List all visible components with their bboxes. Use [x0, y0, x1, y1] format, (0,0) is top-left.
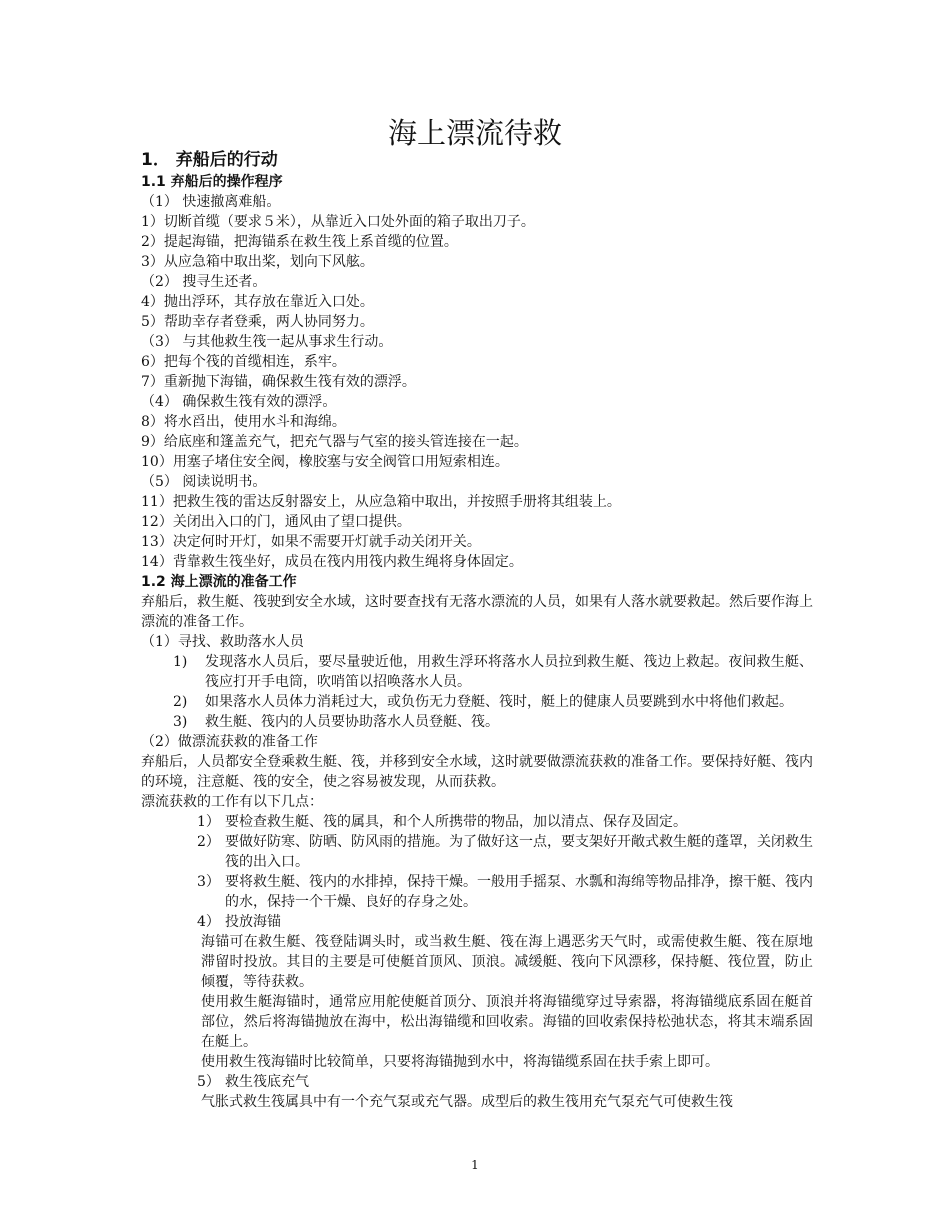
procedure-line: 3）从应急箱中取出桨，划向下风舷。 [141, 254, 374, 270]
list-number: 3) [173, 714, 188, 730]
list-text: 要做好防寒、防晒、防风雨的措施。为了做好这一点，要支架好开敞式救生艇的蓬罩，关闭救生筏的出入口。 [225, 834, 813, 870]
list-item [141, 872, 813, 912]
body-line: 漂流获救的工作有以下几点： [141, 794, 323, 810]
procedure-line: 12）关闭出入口的门，通风由了望口提供。 [141, 514, 411, 530]
body-paragraph: 弃船后，人员都安全登乘救生艇、筏，并移到安全水域，这时就要做漂流获救的准备工作。要保持好艇、筏内的环境，注意艇、筏的安全，使之容易被发现，从而获救。 [141, 754, 813, 790]
subsection-heading: 1.2 海上漂流的准备工作 [141, 574, 297, 590]
list-text: 如果落水人员体力消耗过大，或负伤无力登艇、筏时，艇上的健康人员要跳到水中将他们救起。 [205, 694, 793, 710]
list-text: 救生筏底充气 [225, 1074, 309, 1090]
procedure-line: （1） 快速撤离难船。 [141, 194, 281, 210]
section-heading: 1． 弃船后的行动 [141, 150, 278, 170]
procedure-line: 2）提起海锚，把海锚系在救生筏上系首缆的位置。 [141, 234, 458, 250]
document-body [141, 149, 813, 1112]
list-item [141, 1072, 813, 1092]
list-item [141, 912, 813, 932]
list-number: 4） [197, 914, 220, 930]
procedure-line: 7）重新抛下海锚，确保救生筏有效的漂浮。 [141, 374, 416, 390]
list-item [141, 832, 813, 872]
procedure-line: 11）把救生筏的雷达反射器安上，从应急箱中取出，并按照手册将其组装上。 [141, 494, 621, 510]
list-text: 救生艇、筏内的人员要协助落水人员登艇、筏。 [205, 714, 499, 730]
list-number: 2) [173, 694, 188, 710]
body-paragraph: 使用救生艇海锚时，通常应用舵使艇首顶分、顶浪并将海锚缆穿过导索器，将海锚缆底系固在艇首部位，然后将海锚抛放在海中，松出海锚缆和回收索。海锚的回收索保持松弛状态，将其末端系固在艇上。 [201, 994, 813, 1050]
list-item [141, 812, 813, 832]
procedure-line: 1）切断首缆（要求５米），从靠近入口处外面的箱子取出刀子。 [141, 214, 535, 230]
procedure-line: 6）把每个筏的首缆相连，系牢。 [141, 354, 346, 370]
page-title: 海上漂流待救 [387, 116, 562, 150]
list-text: 要将救生艇、筏内的水排掉，保持干燥。一般用手摇泵、水瓢和海绵等物品排净，擦干艇、筏内的水，保持一个干燥、良好的存身之处。 [225, 874, 813, 910]
list-number: 1） [197, 814, 220, 830]
procedure-line: （5） 阅读说明书。 [141, 474, 267, 490]
list-number: 1) [173, 654, 188, 670]
procedure-line: （3） 与其他救生筏一起从事求生行动。 [141, 334, 393, 350]
procedure-list [141, 192, 813, 572]
list-text: 投放海锚 [225, 914, 281, 930]
item-heading: （2）做漂流获救的准备工作 [141, 734, 318, 750]
body-paragraph: 弃船后，救生艇、筏驶到安全水域，这时要查找有无落水漂流的人员，如果有人落水就要救起。然后要作海上漂流的准备工作。 [141, 594, 813, 630]
list-item [141, 692, 813, 712]
list-number: 2） [197, 834, 220, 850]
body-paragraph: 海锚可在救生艇、筏登陆调头时，或当救生艇、筏在海上遇恶劣天气时，或需使救生艇、筏在原地滞留时投放。其目的主要是可使艇首顶风、顶浪。减缓艇、筏向下风漂移，保持艇、筏位置，防止倾覆，等待获救。 [201, 934, 813, 990]
procedure-line: 14）背靠救生筏坐好，成员在筏内用筏内救生绳将身体固定。 [141, 554, 523, 570]
procedure-line: 4）抛出浮环，其存放在靠近入口处。 [141, 294, 374, 310]
procedure-line: （2） 搜寻生还者。 [141, 274, 267, 290]
procedure-line: 10）用塞子堵住安全阀，橡胶塞与安全阀管口用短索相连。 [141, 454, 509, 470]
item-heading: （1）寻找、救助落水人员 [141, 634, 304, 650]
list-text: 要检查救生艇、筏的属具，和个人所携带的物品，加以清点、保存及固定。 [225, 814, 687, 830]
procedure-line: 9）给底座和篷盖充气，把充气器与气室的接头管连接在一起。 [141, 434, 528, 450]
body-paragraph: 气胀式救生筏属具中有一个充气泵或充气器。成型后的救生筏用充气泵充气可使救生筏 [201, 1094, 733, 1110]
list-item [141, 712, 813, 732]
procedure-line: 5）帮助幸存者登乘，两人协同努力。 [141, 314, 374, 330]
list-text: 发现落水人员后，要尽量驶近他，用救生浮环将落水人员拉到救生艇、筏边上救起。夜间救生艇、筏应打开手电筒，吹哨笛以招唤落水人员。 [205, 654, 813, 690]
procedure-line: 8）将水舀出，使用水斗和海绵。 [141, 414, 346, 430]
drift-tasks-list [141, 812, 813, 1112]
list-number: 3） [197, 874, 220, 890]
procedure-line: 13）决定何时开灯，如果不需要开灯就手动关闭开关。 [141, 534, 481, 550]
body-paragraph: 使用救生筏海锚时比较简单，只要将海锚抛到水中，将海锚缆系固在扶手索上即可。 [201, 1054, 719, 1070]
list-item [141, 652, 813, 692]
subsection-heading: 1.1 弃船后的操作程序 [141, 174, 283, 190]
page-number: 1 [471, 1158, 479, 1172]
rescue-list [141, 652, 813, 732]
procedure-line: （4） 确保救生筏有效的漂浮。 [141, 394, 337, 410]
list-number: 5） [197, 1074, 220, 1090]
